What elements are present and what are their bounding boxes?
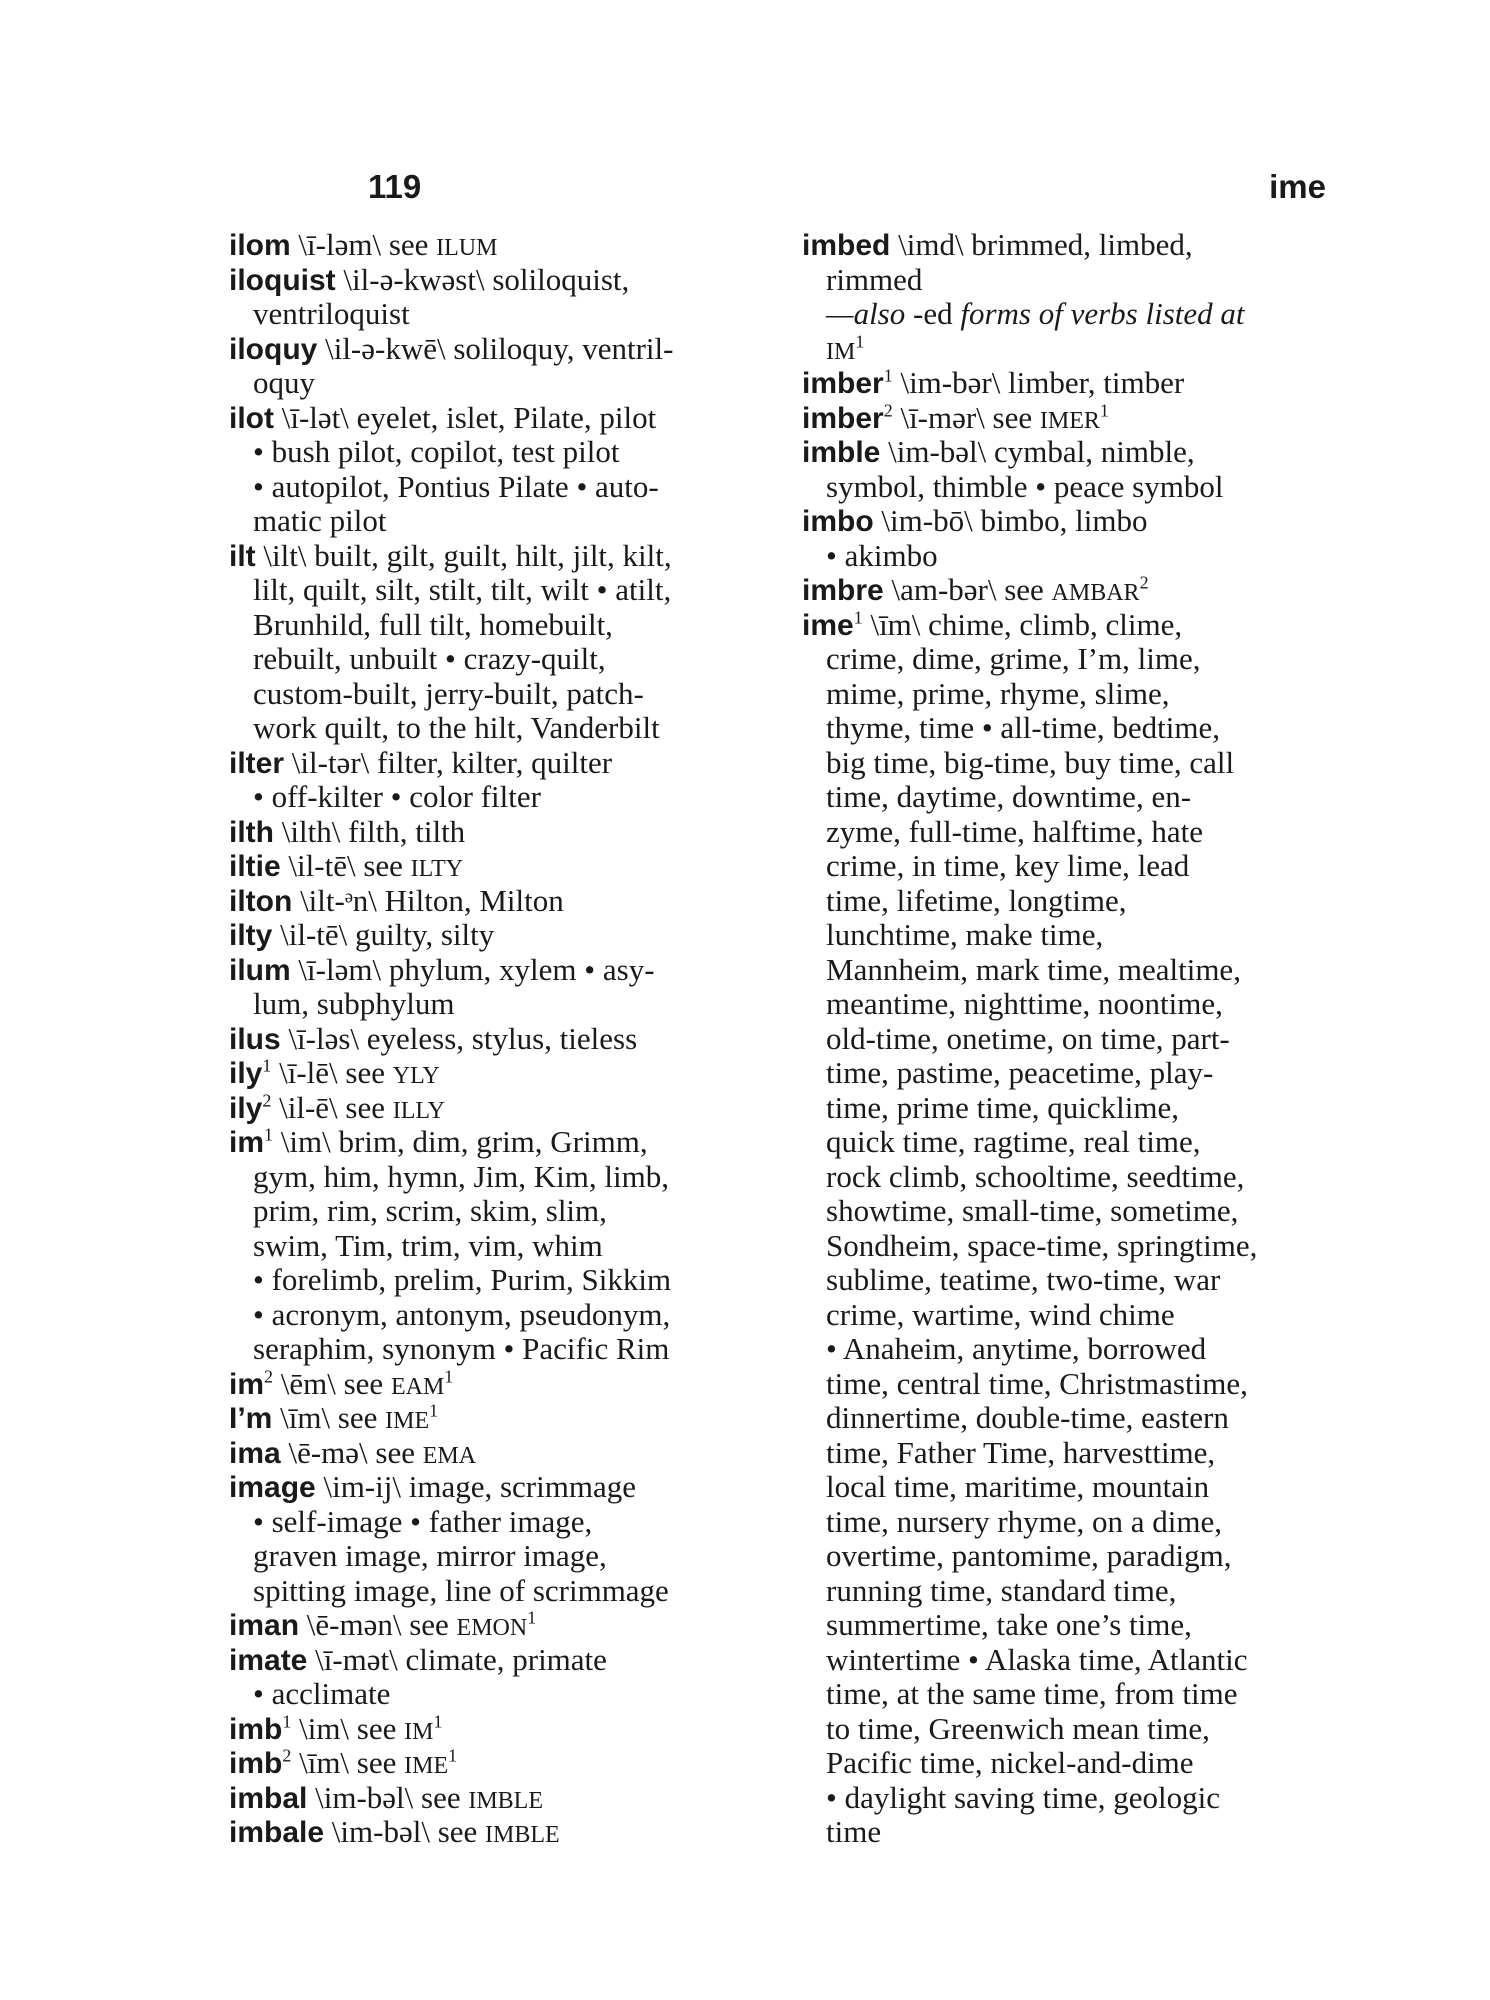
entry-text: time, nursery rhyme, on a dime, xyxy=(826,1503,1223,1539)
continuation-line xyxy=(229,297,777,332)
continuation-line xyxy=(802,1194,1342,1229)
continuation-line xyxy=(802,1056,1342,1091)
homograph-number: 1 xyxy=(433,1711,443,1732)
entry-text: Pacific time, nickel-and-dime xyxy=(826,1745,1194,1780)
cross-reference: AMBAR xyxy=(1051,580,1140,606)
continuation-line xyxy=(229,1194,777,1229)
cross-reference: ILLY xyxy=(392,1097,445,1124)
entry-text: \il-tər\ filter, kilter, quilter xyxy=(284,744,613,780)
entry-text: \ī-mət\ climate, primate xyxy=(307,1641,607,1677)
continuation-line xyxy=(229,1263,777,1298)
cross-reference: IM xyxy=(826,338,856,365)
entry-line xyxy=(229,1815,777,1850)
entry-line xyxy=(229,918,777,953)
entry-line xyxy=(802,401,1342,436)
entry-text: time, daytime, downtime, en- xyxy=(826,779,1192,814)
headword: imble xyxy=(802,436,881,469)
entry-text: \ilth\ filth, tilth xyxy=(274,813,466,849)
cross-reference: IMBLE xyxy=(468,1787,544,1814)
entry-text: big time, big-time, buy time, call xyxy=(826,744,1235,780)
continuation-line xyxy=(802,1643,1342,1678)
continuation-line xyxy=(229,608,777,643)
entry-text: work quilt, to the hilt, Vanderbilt xyxy=(253,710,660,745)
entry-text: sublime, teatime, two-time, war xyxy=(826,1262,1221,1297)
continuation-line xyxy=(229,1677,777,1712)
homograph-number: 2 xyxy=(883,400,893,421)
entry-text: gym, him, hymn, Jim, Kim, limb, xyxy=(253,1158,669,1194)
headword: ilter xyxy=(229,746,285,780)
continuation-line xyxy=(229,1229,777,1264)
entry-text: lunchtime, make time, xyxy=(826,917,1104,952)
entry-text: summertime, take one’s time, xyxy=(826,1607,1192,1642)
homograph-number: 1 xyxy=(853,607,863,628)
continuation-line xyxy=(802,1781,1342,1816)
entry-text: rimmed xyxy=(826,261,923,297)
entry-line xyxy=(802,366,1342,401)
entry-text: • akimbo xyxy=(826,537,938,573)
continuation-line xyxy=(802,780,1342,815)
continuation-line xyxy=(229,366,777,401)
entry-text: \ī-mər\ see xyxy=(892,399,1040,435)
entry-line xyxy=(229,1608,777,1643)
entry-text: \im-bər\ limber, timber xyxy=(892,365,1185,400)
entry-line xyxy=(229,1643,777,1678)
entry-text: time xyxy=(826,1814,882,1849)
entry-text: • autopilot, Pontius Pilate • auto- xyxy=(253,468,659,504)
headword: imber xyxy=(802,401,884,435)
entry-line xyxy=(802,504,1342,539)
entry-line xyxy=(229,1746,777,1781)
headword: im xyxy=(229,1126,265,1159)
continuation-line xyxy=(229,470,777,505)
homograph-number: 1 xyxy=(444,1366,454,1387)
continuation-line xyxy=(802,1539,1342,1574)
entry-line xyxy=(229,1470,777,1505)
entry-text: mime, prime, rhyme, slime, xyxy=(826,675,1170,711)
entry-text: \īm\ chime, climb, clime, xyxy=(862,606,1183,642)
entry-text: time, prime time, quicklime, xyxy=(826,1089,1179,1125)
headword: ilton xyxy=(229,884,293,918)
continuation-line xyxy=(802,918,1342,953)
entry-text: • off-kilter • color filter xyxy=(253,779,541,814)
entry-text: time, lifetime, longtime, xyxy=(826,882,1127,918)
continuation-line xyxy=(802,263,1342,298)
headword: I’m xyxy=(229,1402,273,1435)
entry-text: \īm\ see xyxy=(272,1400,386,1435)
homograph-number: 1 xyxy=(262,1055,272,1076)
entry-line xyxy=(229,401,777,436)
entry-line xyxy=(229,1367,777,1402)
headword: image xyxy=(229,1471,316,1504)
continuation-line xyxy=(229,780,777,815)
cross-reference: EMON xyxy=(456,1615,528,1641)
homograph-number: 1 xyxy=(264,1124,274,1145)
entry-text: lilt, quilt, silt, stilt, tilt, wilt • atilt, xyxy=(253,572,672,607)
continuation-line xyxy=(802,711,1342,746)
entry-text: time, central time, Christmastime, xyxy=(826,1365,1248,1401)
cross-reference: IM xyxy=(404,1718,434,1745)
usage-note: forms of verbs listed at xyxy=(960,296,1245,331)
continuation-line xyxy=(229,642,777,677)
entry-line xyxy=(229,746,777,781)
cross-reference: ILTY xyxy=(410,856,464,882)
entry-line xyxy=(229,1712,777,1747)
continuation-line xyxy=(802,1505,1342,1540)
homograph-number: 2 xyxy=(1139,572,1149,593)
continuation-line xyxy=(229,987,777,1022)
entry-text: running time, standard time, xyxy=(826,1572,1177,1608)
headword: iloquist xyxy=(229,263,336,297)
homograph-number: 2 xyxy=(264,1366,274,1387)
headword: imbed xyxy=(802,229,891,262)
entry-text: swim, Tim, trim, vim, whim xyxy=(253,1227,603,1263)
entry-text: • forelimb, prelim, Purim, Sikkim xyxy=(253,1262,672,1297)
entry-text: \il-tē\ guilty, silty xyxy=(272,917,495,952)
entry-text: spitting image, line of scrimmage xyxy=(253,1572,669,1608)
headword: ima xyxy=(229,1436,281,1470)
entry-text: custom-built, jerry-built, patch- xyxy=(253,675,644,711)
entry-text: \im-bəl\ see xyxy=(324,1814,486,1849)
entry-text: \īm\ see xyxy=(291,1745,405,1780)
entry-text: • bush pilot, copilot, test pilot xyxy=(253,434,620,469)
entry-text: \il-ə-kwē\ soliloquy, ventril- xyxy=(317,330,674,366)
entry-line xyxy=(229,228,777,263)
continuation-line xyxy=(229,435,777,470)
continuation-line xyxy=(229,573,777,608)
entry-text: ventriloquist xyxy=(253,296,410,331)
continuation-line xyxy=(802,1746,1342,1781)
continuation-line xyxy=(802,1712,1342,1747)
entry-text: crime, dime, grime, I’m, lime, xyxy=(826,641,1201,676)
continuation-line xyxy=(802,1125,1342,1160)
continuation-line xyxy=(802,642,1342,677)
continuation-line xyxy=(802,470,1342,505)
entry-text: showtime, small-time, sometime, xyxy=(826,1193,1239,1228)
homograph-number: 1 xyxy=(429,1400,439,1421)
entry-line xyxy=(229,1091,777,1126)
entry-text: lum, subphylum xyxy=(253,986,455,1021)
entry-text: time, pastime, peacetime, play- xyxy=(826,1055,1214,1090)
cross-reference: YLY xyxy=(392,1063,440,1089)
continuation-line xyxy=(802,1298,1342,1333)
entry-text: \im\ see xyxy=(291,1710,405,1746)
entry-text: Mannheim, mark time, mealtime, xyxy=(826,951,1241,987)
homograph-number: 1 xyxy=(527,1607,537,1628)
running-head: ime xyxy=(1269,168,1326,205)
continuation-line xyxy=(802,1332,1342,1367)
entry-line xyxy=(229,1781,777,1816)
continuation-line xyxy=(802,1022,1342,1057)
entry-text: \il-ē\ see xyxy=(271,1089,393,1125)
continuation-line xyxy=(802,1574,1342,1609)
cross-reference: IMBLE xyxy=(485,1822,560,1848)
homograph-number: 1 xyxy=(883,365,893,386)
entry-text: \im-bō\ bimbo, limbo xyxy=(873,503,1148,538)
continuation-line xyxy=(229,1298,777,1333)
headword: imb xyxy=(229,1712,283,1746)
headword: ily xyxy=(229,1091,263,1125)
continuation-line xyxy=(802,1608,1342,1643)
continuation-line xyxy=(802,332,1342,367)
entry-line xyxy=(229,884,777,919)
cross-reference: EAM xyxy=(390,1373,445,1400)
headword: ilot xyxy=(229,401,274,435)
headword: im xyxy=(229,1367,265,1401)
entry-text: • acclimate xyxy=(253,1676,391,1711)
continuation-line xyxy=(802,1401,1342,1436)
continuation-line xyxy=(229,677,777,712)
left-column xyxy=(229,228,777,1850)
headword: ilus xyxy=(229,1022,281,1056)
headword: imbo xyxy=(802,505,874,538)
cross-reference: IME xyxy=(385,1408,430,1434)
entry-text: • acronym, antonym, pseudonym, xyxy=(253,1296,671,1332)
entry-text: thyme, time • all-time, bedtime, xyxy=(826,710,1220,745)
homograph-number: 1 xyxy=(855,331,865,352)
entry-line xyxy=(802,573,1342,608)
entry-text: matic pilot xyxy=(253,503,387,538)
entry-text: time, Father Time, harvesttime, xyxy=(826,1434,1216,1470)
entry-text: -ed xyxy=(905,296,961,331)
entry-line xyxy=(229,953,777,988)
entry-line xyxy=(802,228,1342,263)
continuation-line xyxy=(802,884,1342,919)
entry-text: \ilt-ᵊn\ Hilton, Milton xyxy=(292,882,564,918)
entry-text: graven image, mirror image, xyxy=(253,1538,607,1573)
entry-text: prim, rim, scrim, skim, slim, xyxy=(253,1193,607,1228)
entry-text: symbol, thimble • peace symbol xyxy=(826,468,1224,504)
entry-line xyxy=(229,263,777,298)
entry-text: \ī-ləs\ eyeless, stylus, tieless xyxy=(280,1020,638,1056)
entry-text: \il-ə-kwəst\ soliloquist, xyxy=(335,261,630,297)
entry-text: quick time, ragtime, real time, xyxy=(826,1124,1201,1159)
entry-text: Brunhild, full tilt, homebuilt, xyxy=(253,606,613,642)
entry-line xyxy=(229,1022,777,1057)
headword: ilt xyxy=(229,539,256,573)
continuation-line xyxy=(802,746,1342,781)
continuation-line xyxy=(802,1470,1342,1505)
entry-text: \ilt\ built, gilt, guilt, hilt, jilt, kilt, xyxy=(255,537,672,573)
entry-text: Sondheim, space-time, springtime, xyxy=(826,1227,1258,1263)
entry-text: crime, in time, key lime, lead xyxy=(826,848,1190,883)
continuation-line xyxy=(229,504,777,539)
continuation-line xyxy=(802,1677,1342,1712)
usage-note: —also xyxy=(826,296,906,331)
entry-text: meantime, nighttime, noontime, xyxy=(826,986,1223,1021)
entry-text: rock climb, schooltime, seedtime, xyxy=(826,1158,1245,1194)
entry-text: local time, maritime, mountain xyxy=(826,1469,1210,1504)
entry-text: zyme, full-time, halftime, hate xyxy=(826,813,1204,849)
headword: imbre xyxy=(802,574,884,607)
cross-reference: IMER xyxy=(1039,407,1100,434)
homograph-number: 1 xyxy=(282,1711,292,1732)
entry-text: rebuilt, unbuilt • crazy-quilt, xyxy=(253,641,606,676)
entry-text: time, at the same time, from time xyxy=(826,1676,1238,1711)
entry-line xyxy=(229,1056,777,1091)
entry-line xyxy=(229,1401,777,1436)
headword: imbal xyxy=(229,1781,308,1815)
entry-line xyxy=(229,332,777,367)
entry-text: \il-tē\ see xyxy=(280,848,411,883)
entry-text: \im-bəl\ see xyxy=(307,1779,469,1815)
page-number: 119 xyxy=(368,168,422,205)
cross-reference: EMA xyxy=(422,1442,477,1469)
continuation-line xyxy=(229,1332,777,1367)
entry-text: oquy xyxy=(253,365,315,400)
entry-text: \im-bəl\ cymbal, nimble, xyxy=(880,434,1195,469)
continuation-line xyxy=(802,1160,1342,1195)
headword: ily xyxy=(229,1057,263,1090)
continuation-line xyxy=(802,987,1342,1022)
entry-text: \ē-mən\ see xyxy=(299,1607,457,1642)
continuation-line xyxy=(802,1436,1342,1471)
entry-line xyxy=(802,608,1342,643)
headword: imbale xyxy=(229,1816,325,1849)
entry-line xyxy=(802,435,1342,470)
headword: iloquy xyxy=(229,332,318,366)
headword: ime xyxy=(802,608,854,642)
continuation-line xyxy=(802,815,1342,850)
continuation-line xyxy=(229,1539,777,1574)
entry-text: • Anaheim, anytime, borrowed xyxy=(826,1331,1207,1366)
entry-text: seraphim, synonym • Pacific Rim xyxy=(253,1331,670,1366)
headword: ilty xyxy=(229,919,273,952)
cross-reference: IME xyxy=(404,1753,449,1779)
homograph-number: 2 xyxy=(282,1745,292,1766)
entry-text: \imd\ brimmed, limbed, xyxy=(890,227,1193,262)
continuation-line xyxy=(802,1815,1342,1850)
continuation-line xyxy=(802,1367,1342,1402)
entry-text: \im\ brim, dim, grim, Grimm, xyxy=(273,1124,648,1159)
headword: imate xyxy=(229,1643,308,1677)
entry-line xyxy=(229,1125,777,1160)
headword: iltie xyxy=(229,850,281,883)
entry-line xyxy=(229,849,777,884)
homograph-number: 1 xyxy=(448,1745,458,1766)
cross-reference: ILUM xyxy=(436,235,498,261)
entry-text: \ī-lət\ eyelet, islet, Pilate, pilot xyxy=(274,399,657,435)
continuation-line xyxy=(802,539,1342,574)
entry-line xyxy=(229,815,777,850)
headword: ilth xyxy=(229,815,274,849)
continuation-line xyxy=(229,1505,777,1540)
entry-text: crime, wartime, wind chime xyxy=(826,1296,1175,1332)
headword: imb xyxy=(229,1747,283,1780)
entry-line xyxy=(229,539,777,574)
homograph-number: 2 xyxy=(262,1090,272,1111)
entry-text: \ī-lē\ see xyxy=(271,1055,393,1090)
entry-line xyxy=(229,1436,777,1471)
right-column xyxy=(802,228,1342,1850)
headword: imber xyxy=(802,367,884,400)
entry-text: \ī-ləm\ phylum, xylem • asy- xyxy=(290,951,655,987)
headword: ilum xyxy=(229,953,291,987)
entry-text: \ī-ləm\ see xyxy=(290,227,437,262)
entry-text: dinnertime, double-time, eastern xyxy=(826,1400,1229,1435)
entry-text: • daylight saving time, geologic xyxy=(826,1779,1220,1815)
continuation-line xyxy=(229,711,777,746)
entry-text: • self-image • father image, xyxy=(253,1503,593,1539)
continuation-line xyxy=(802,297,1342,332)
continuation-line xyxy=(802,677,1342,712)
entry-text: overtime, pantomime, paradigm, xyxy=(826,1538,1232,1573)
entry-text: \ē-mə\ see xyxy=(280,1434,423,1470)
headword: ilom xyxy=(229,229,291,262)
continuation-line xyxy=(229,1160,777,1195)
entry-text: \im-ij\ image, scrimmage xyxy=(315,1469,636,1504)
continuation-line xyxy=(802,1091,1342,1126)
continuation-line xyxy=(229,1574,777,1609)
headword: iman xyxy=(229,1609,300,1642)
continuation-line xyxy=(802,1263,1342,1298)
continuation-line xyxy=(802,849,1342,884)
entry-text: \am-bər\ see xyxy=(883,572,1052,607)
entry-text: to time, Greenwich mean time, xyxy=(826,1710,1210,1746)
homograph-number: 1 xyxy=(1099,400,1109,421)
entry-text: wintertime • Alaska time, Atlantic xyxy=(826,1641,1248,1677)
entry-text: \ēm\ see xyxy=(273,1365,391,1401)
continuation-line xyxy=(802,1229,1342,1264)
entry-text: old-time, onetime, on time, part- xyxy=(826,1020,1230,1056)
continuation-line xyxy=(802,953,1342,988)
